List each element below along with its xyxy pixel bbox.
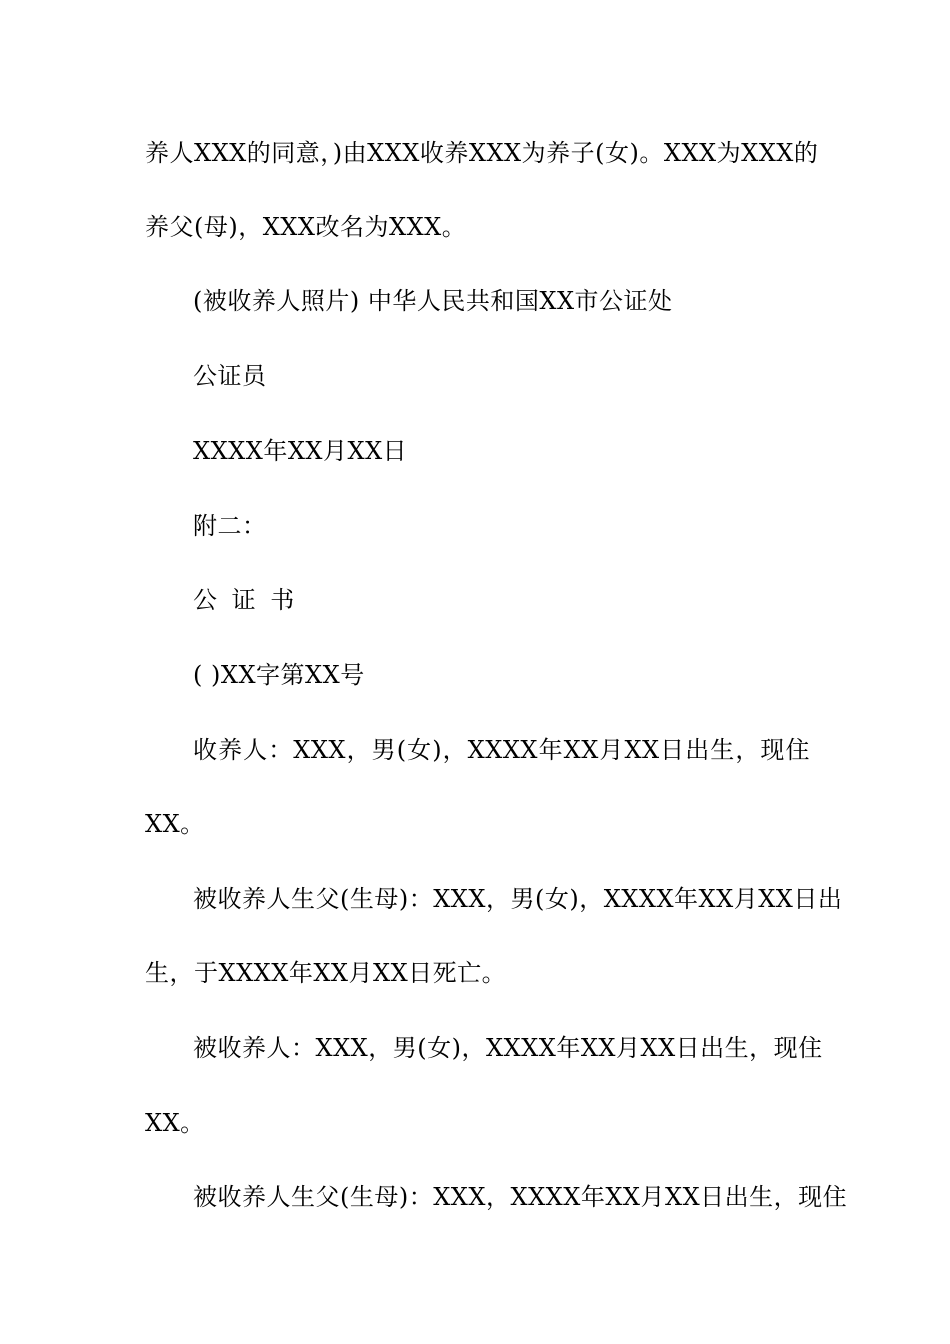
birth-parent-info-line: 被收养人生父(生母)：XXX，男(女)，XXXX年XX月XX日出 [193,885,843,913]
certificate-title: 公 证 书 [193,586,295,614]
adoptee-info-line: 被收养人：XXX，男(女)，XXXX年XX月XX日出生，现住 [193,1034,823,1062]
body-text-line: 养人XXX的同意，)由XXX收养XXX为养子(女)。XXX为XXX的 [145,139,819,167]
document-date: XXXX年XX月XX日 [193,437,408,465]
adoptee-info-line: XX。 [145,1109,205,1137]
notary-label: 公证员 [193,362,267,390]
adopter-info-line: XX。 [145,810,205,838]
body-text-line: 养父(母)，XXX改名为XXX。 [145,213,467,241]
appendix-heading: 附二： [193,512,267,540]
birth-parent-info-line: 被收养人生父(生母)：XXX，XXXX年XX月XX日出生，现住 [193,1183,848,1211]
adopter-info-line: 收养人：XXX，男(女)，XXXX年XX月XX日出生，现住 [193,736,810,764]
certificate-number: ( )XX字第XX号 [193,661,365,689]
photo-caption-notary-office: (被收养人照片) 中华人民共和国XX市公证处 [193,287,673,315]
birth-parent-info-line: 生，于XXXX年XX月XX日死亡。 [145,959,507,987]
